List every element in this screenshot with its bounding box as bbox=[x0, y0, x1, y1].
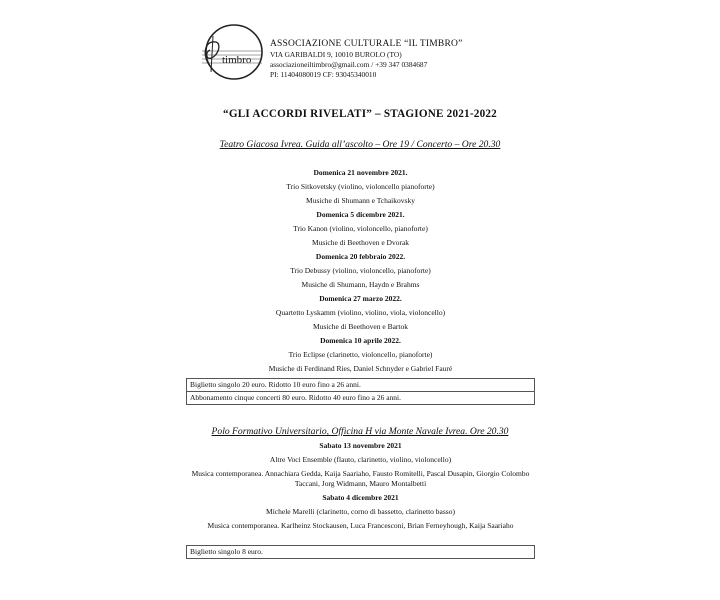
concert-list-officina-h bbox=[186, 441, 535, 531]
concert-date: Domenica 5 dicembre 2021. bbox=[316, 210, 405, 219]
venue-heading-teatro-giacosa: Teatro Giacosa Ivrea. Guida all’ascolto – Ore 19 / Concerto – Ore 20.30 bbox=[219, 139, 501, 150]
concert-ensemble: Altre Voci Ensemble (flauto, clarinetto, violino, violoncello) bbox=[269, 455, 452, 464]
ticket-table-teatro-giacosa bbox=[186, 378, 535, 405]
concert-ensemble: Quartetto Lyskamm (violino, violino, viola, violoncello) bbox=[275, 308, 446, 317]
org-contacts: associazioneiltimbro@gmail.com / +39 347 0384687 bbox=[270, 60, 428, 69]
org-tax-ids: PI: 11404080019 CF: 93045340010 bbox=[270, 70, 377, 79]
concert-program: Musica contemporanea. Annachiara Gedda, Kaija Saariaho, Fausto Romitelli, Pascal Dusapin, Giorgio Colombo Taccani, Jorg Widmann, Mauro Montalbetti bbox=[191, 469, 530, 488]
concert-ensemble: Trio Eclipse (clarinetto, violoncello, pianoforte) bbox=[288, 350, 433, 359]
season-title: “GLI ACCORDI RIVELATI” – STAGIONE 2021-2022 bbox=[223, 108, 497, 120]
org-address: VIA GARIBALDI 9, 10010 BUROLO (TO) bbox=[270, 50, 402, 59]
ticket-table-officina-h bbox=[186, 545, 535, 559]
concert-date: Domenica 10 aprile 2022. bbox=[320, 336, 401, 345]
logo-wordmark: timbro bbox=[222, 54, 252, 66]
ticket-price-row: Abbonamento cinque concerti 80 euro. Ridotto 40 euro fino a 26 anni. bbox=[186, 392, 535, 405]
concert-date: Domenica 20 febbraio 2022. bbox=[315, 252, 406, 261]
venue-heading-officina-h: Polo Formativo Universitario, Officina H via Monte Navale Ivrea. Ore 20.30 bbox=[211, 426, 509, 437]
concert-ensemble: Trio Debussy (violino, violoncello, pianoforte) bbox=[290, 266, 431, 275]
concert-program: Musiche di Beethoven e Dvorak bbox=[311, 238, 410, 247]
concert-program: Musiche di Ferdinand Ries, Daniel Schnyder e Gabriel Fauré bbox=[268, 364, 453, 373]
concert-ensemble: Trio Kanon (violino, violoncello, pianoforte) bbox=[293, 224, 428, 233]
concert-ensemble: Michele Marelli (clarinetto, corno di bassetto, clarinetto basso) bbox=[266, 507, 455, 516]
concert-program: Musiche di Shumann, Haydn e Brahms bbox=[301, 280, 420, 289]
concert-program: Musiche di Shumann e Tchaikovsky bbox=[306, 196, 415, 205]
ticket-price-row: Biglietto singolo 20 euro. Ridotto 10 euro fino a 26 anni. bbox=[186, 378, 535, 392]
concert-date: Sabato 4 dicembre 2021 bbox=[322, 493, 399, 502]
concert-date: Domenica 27 marzo 2022. bbox=[319, 294, 402, 303]
concert-date: Domenica 21 novembre 2021. bbox=[313, 168, 408, 177]
concert-list-teatro-giacosa bbox=[186, 168, 535, 374]
ticket-price-row: Biglietto singolo 8 euro. bbox=[186, 545, 535, 559]
concert-date: Sabato 13 novembre 2021 bbox=[319, 441, 402, 450]
timbro-logo bbox=[196, 22, 266, 84]
letterhead bbox=[196, 22, 526, 84]
concert-ensemble: Trio Sitkovetsky (violino, violoncello pianoforte) bbox=[286, 182, 435, 191]
concert-program: Musica contemporanea. Karlheinz Stockausen, Luca Francesconi, Brian Ferneyhough, Kaija Saariaho bbox=[207, 521, 514, 530]
org-name: ASSOCIAZIONE CULTURALE “IL TIMBRO” bbox=[270, 39, 463, 49]
concert-program: Musiche di Beethoven e Bartok bbox=[313, 322, 408, 331]
